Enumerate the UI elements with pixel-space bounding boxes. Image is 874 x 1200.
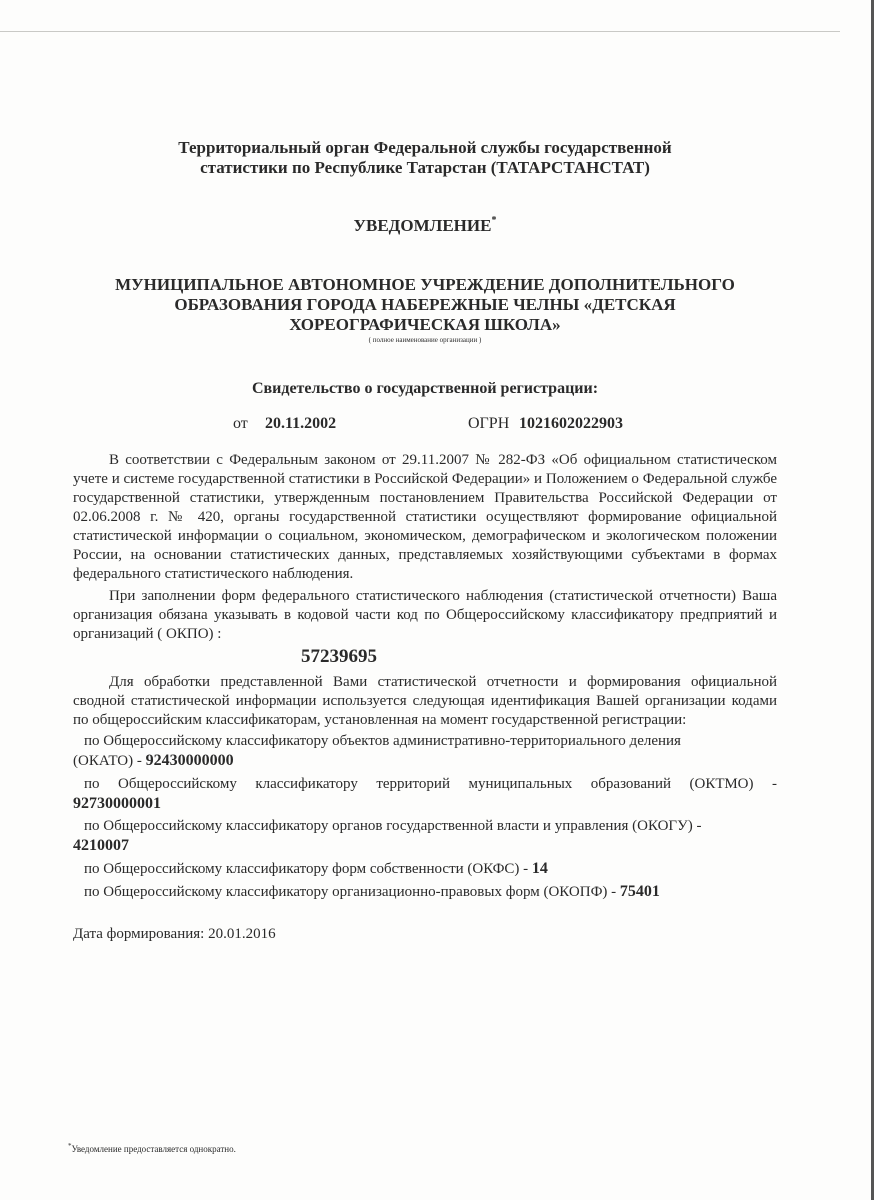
code-oktmo-value: 92730000001 <box>73 795 161 812</box>
code-okfs-label: по Общероссийскому классификатору форм собственности (ОКФС) - <box>84 861 532 877</box>
code-okfs-value: 14 <box>531 860 548 877</box>
notice-title-text: УВЕДОМЛЕНИЕ <box>353 216 492 235</box>
agency-line-2: статистики по Республике Татарстан (ТАТАРСТАНСТАТ) <box>200 158 650 177</box>
registration-from-label: от <box>233 415 248 432</box>
ogrn-value: 1021602022903 <box>519 415 623 432</box>
footnote-text: Уведомление предоставляется однократно. <box>71 1144 236 1154</box>
code-oktmo <box>73 774 777 814</box>
okpo-code: 57239695 <box>301 646 377 667</box>
registration-title: Свидетельство о государственной регистрации: <box>251 380 599 397</box>
classifiers-paragraph: Для обработки представленной Вами статистической отчетности и формирования официальной сводной статистической информации используется следующая идентификация Вашей организации кодами по общероссийским классификаторам, установленная на момент государственной регистрации: <box>73 674 777 728</box>
code-okopf <box>73 882 777 902</box>
code-okogu-value: 4210007 <box>73 837 129 854</box>
org-name-caption: ( полное наименование организации ) <box>368 336 482 344</box>
footnote-mark: * <box>68 1142 72 1150</box>
agency-header <box>73 138 777 178</box>
registration-date: 20.11.2002 <box>265 415 337 432</box>
code-okogu <box>73 816 777 856</box>
code-okfs <box>73 859 777 879</box>
ogrn-label: ОГРН <box>468 415 510 432</box>
code-okogu-label: по Общероссийскому классификатору органов государственной власти и управления (ОКОГУ) - <box>84 818 702 834</box>
generation-date: Дата формирования: 20.01.2016 <box>73 926 276 942</box>
org-line-2: ОБРАЗОВАНИЯ ГОРОДА НАБЕРЕЖНЫЕ ЧЕЛНЫ «ДЕТСКАЯ <box>174 295 676 314</box>
code-okopf-value: 75401 <box>619 883 660 900</box>
code-oktmo-label: по Общероссийскому классификатору территорий муниципальных образований (ОКТМО) - <box>84 776 777 792</box>
notice-title <box>73 215 777 236</box>
code-okato-label: по Общероссийскому классификатору объектов административно-территориального деления <box>84 733 681 749</box>
agency-line-1: Территориальный орган Федеральной службы государственной <box>178 138 672 157</box>
notice-footnote-mark: * <box>491 215 497 226</box>
organization-name <box>73 275 777 335</box>
org-line-1: МУНИЦИПАЛЬНОЕ АВТОНОМНОЕ УЧРЕЖДЕНИЕ ДОПОЛНИТЕЛЬНОГО <box>115 275 735 294</box>
code-okato-abbr: (ОКАТО) - <box>73 753 146 769</box>
scan-top-rule <box>0 31 840 32</box>
org-line-3: ХОРЕОГРАФИЧЕСКАЯ ШКОЛА» <box>289 315 561 334</box>
code-okato <box>73 731 777 771</box>
legal-basis-paragraph: В соответствии с Федеральным законом от 29.11.2007 № 282-ФЗ «Об официальном статистическом учете и системе государственной статистики в Российской Федерации» и Положением о Федеральной службе государственной статистики, утвержденным постановлением Правительства Российской Федерации от 02.06.2008 г. № 420, органы государственной статистики осуществляют формирование официальной статистической информации о социальном, экономическом, демографическом и экологическом положении России, на основании статистических данных, представляемых хозяйствующими субъектами в формах федерального статистического наблюдения. <box>73 452 777 582</box>
footnote <box>68 1142 236 1154</box>
code-okopf-label: по Общероссийскому классификатору организационно-правовых форм (ОКОПФ) - <box>84 884 620 900</box>
okpo-instruction-paragraph: При заполнении форм федерального статистического наблюдения (статистической отчетности) Ваша организация обязана указывать в кодовой части код по Общероссийскому классификатору предприятий и организаций ( ОКПО) : <box>73 588 777 642</box>
code-okato-value: 92430000000 <box>145 752 234 769</box>
